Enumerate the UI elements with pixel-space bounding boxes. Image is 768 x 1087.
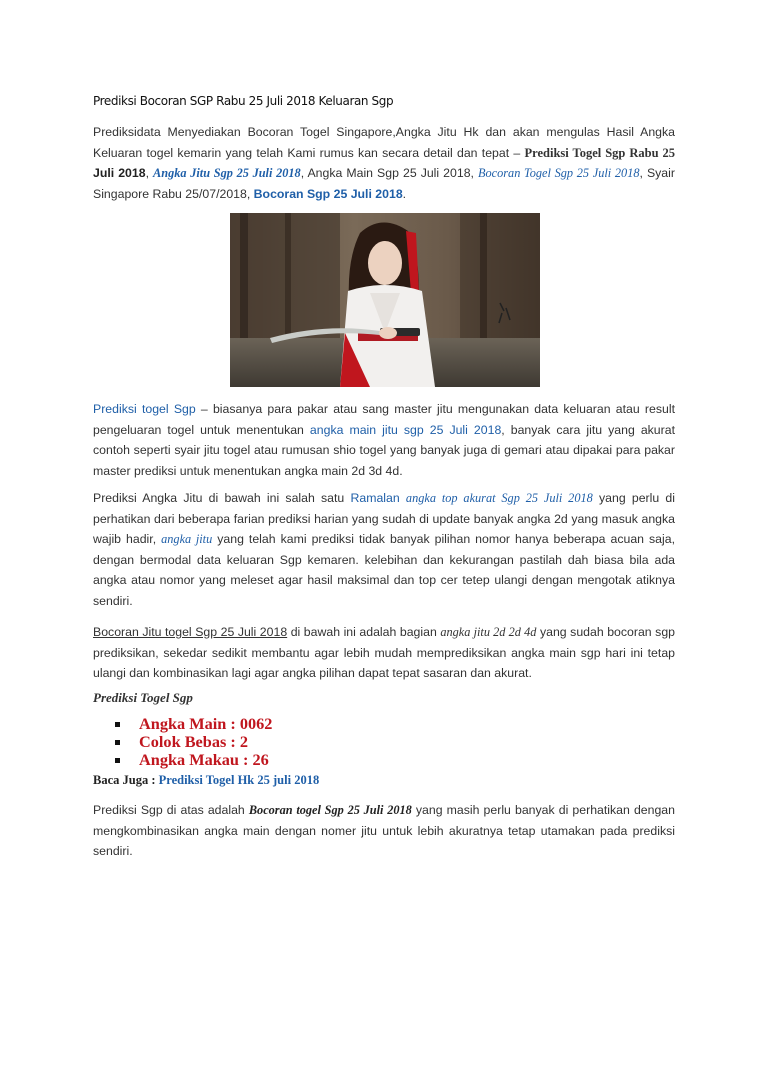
p2-text-2: , banyak cara jitu yang akurat contoh seperti syair jitu togel atau rumusan shio togel yang banyak juga di gemari atau dipakai para pakar master prediksi untuk menentukan angka main 2d 3d 4d. xyxy=(93,422,675,478)
link-bocoran-togel-sgp[interactable]: Bocoran Togel Sgp 25 Juli 2018 xyxy=(478,166,640,181)
link-angka-jitu-sgp[interactable]: Angka Jitu Sgp 25 Juli 2018 xyxy=(153,166,301,181)
intro-text-1: Prediksidata Menyediakan Bocoran Togel Singapore,Angka Jitu Hk dan akan mengulas Hasil Angka Keluaran togel kemarin yang telah Kami rumus kan secara detail dan tepat – xyxy=(93,125,675,160)
paragraph-3 xyxy=(93,488,675,612)
p4-text-2: yang sudah bocoran sgp prediksikan, sekedar sedikit membantu agar lebih mudah memprediksikan angka main sgp hari ini tetap ulangi dan kombinasikan lagi agar angka pilihan dapat tepat sasaran dan akurat. xyxy=(93,625,675,681)
baca-juga xyxy=(93,773,319,788)
link-angka-jitu[interactable]: angka jitu xyxy=(161,532,213,547)
link-prediksi-togel-sgp[interactable]: Prediksi togel Sgp xyxy=(93,402,196,416)
intro-text-5: . xyxy=(402,186,407,201)
link-ramalan[interactable]: Ramalan xyxy=(350,491,400,505)
p4-italic: angka jitu 2d 2d 4d xyxy=(440,625,537,639)
list-item: Angka Main : 0062 xyxy=(115,715,272,733)
link-bocoran-sgp[interactable]: Bocoran Sgp 25 Juli 2018 xyxy=(253,186,403,201)
p5-text-2: yang masih perlu banyak di perhatikan dengan mengkombinasikan angka main dengan nomer jitu untuk lebih akuratnya tetap utamakan pada prediksi sendiri. xyxy=(93,803,675,859)
intro-text-2: , xyxy=(145,166,154,181)
intro-text-3: , Angka Main Sgp 25 Juli 2018, xyxy=(300,166,478,181)
p5-text-1: Prediksi Sgp di atas adalah xyxy=(93,803,249,817)
baca-juga-label: Baca Juga : xyxy=(93,773,159,787)
link-bocoran-jitu-togel[interactable]: Bocoran Jitu togel Sgp 25 Juli 2018 xyxy=(93,625,288,639)
p3-text-1: Prediksi Angka Jitu di bawah ini salah satu xyxy=(93,491,351,505)
link-angka-top-akurat[interactable]: angka top akurat Sgp 25 Juli 2018 xyxy=(405,491,593,505)
intro-bold-serif: Prediksi Togel Sgp Rabu 25 xyxy=(524,145,675,160)
intro-paragraph xyxy=(93,122,675,204)
list-item: Angka Makau : 26 xyxy=(115,751,272,769)
section-heading-prediksi: Prediksi Togel Sgp xyxy=(93,690,193,705)
paragraph-5 xyxy=(93,800,675,862)
page-title: Prediksi Bocoran SGP Rabu 25 Juli 2018 Keluaran Sgp xyxy=(93,94,394,108)
paragraph-4 xyxy=(93,622,675,684)
prediction-list xyxy=(115,715,272,769)
link-prediksi-togel-hk[interactable]: Prediksi Togel Hk 25 juli 2018 xyxy=(158,773,320,787)
intro-text-4: , Syair Singapore Rabu 25/07/2018, xyxy=(93,166,675,201)
p3-text-4: yang telah kami prediksi tidak banyak pilihan nomor hanya beberapa acuan saja, dengan bermodal data keluaran Sgp kemaren. kelebihan dan kekurangan pastilah dah biasa bila ada angka atau nomor yang meleset agar hasil maksimal dan top cer tetep ulangi dengan mengotak atiknya sendiri. xyxy=(93,532,675,608)
list-item: Colok Bebas : 2 xyxy=(115,733,272,751)
p2-text-1: – biasanya para pakar atau sang master jitu mengunakan data keluaran atau result pengeluaran togel untuk menentukan xyxy=(93,402,675,437)
p5-italic: Bocoran togel Sgp 25 Juli 2018 xyxy=(248,803,412,817)
intro-bold: Juli 2018 xyxy=(93,166,146,181)
p4-text-1: di bawah ini adalah bagian xyxy=(287,625,441,639)
p3-text-3: yang perlu di perhatikan dari beberapa farian prediksi harian yang sudah di update banyak angka 2d yang masuk angka wajib hadir, xyxy=(93,491,675,547)
article-photo xyxy=(230,213,540,387)
photo-woman-with-sword-icon xyxy=(230,213,540,387)
link-angka-main-jitu[interactable]: angka main jitu sgp 25 Juli 2018 xyxy=(309,422,502,437)
paragraph-2 xyxy=(93,399,675,481)
